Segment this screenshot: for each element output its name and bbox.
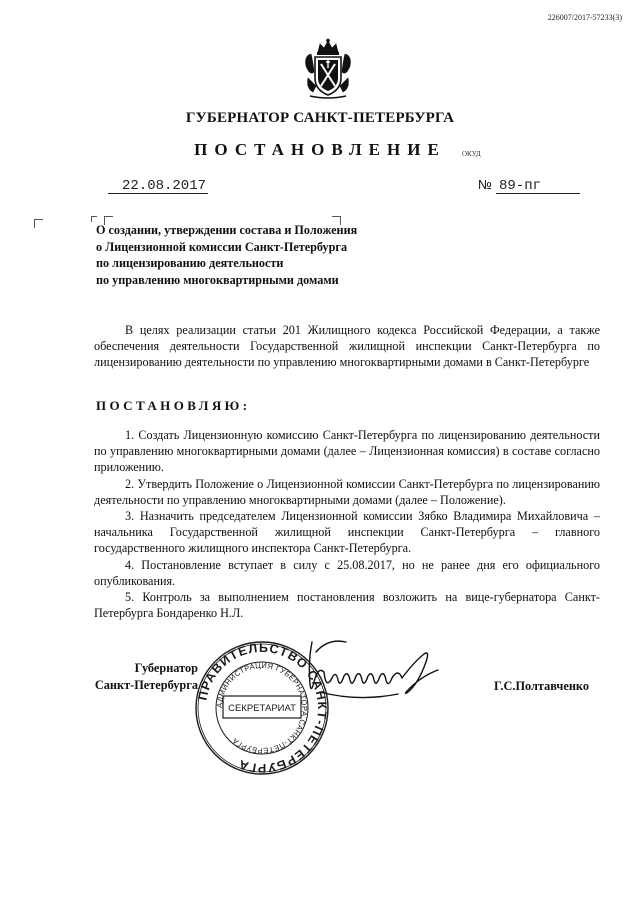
date-underline — [108, 193, 208, 194]
title-line: по лицензированию деятельности — [96, 256, 284, 270]
stamp-inner-text: АДМИНИСТРАЦИЯ ГУБЕРНАТОРА САНКТ-ПЕТЕРБУРГА — [214, 660, 310, 756]
title-line: О создании, утверждении состава и Положения — [96, 223, 358, 237]
title-line: по управлению многоквартирными домами — [96, 272, 339, 287]
issuer-heading: ГУБЕРНАТОР САНКТ-ПЕТЕРБУРГА — [185, 110, 455, 126]
handwritten-signature — [298, 632, 446, 714]
preamble-text: В целях реализации статьи 201 Жилищного кодекса Российской Федерации, а также обеспечения деятельности Государственной жилищной инспекции Санкт-Петербурга по лицензированию деятельности по управлению многоквартирными домами в Санкт-Петербурге — [94, 323, 600, 370]
resolves-heading: ПОСТАНОВЛЯЮ: — [96, 398, 251, 413]
okud-label: ОКУД — [462, 150, 481, 158]
signatory-position — [86, 660, 198, 694]
preamble — [94, 322, 600, 371]
resolution-item: 2. Утвердить Положение о Лицензионной комиссии Санкт-Петербурга по лицензированию деятельности по управлению многоквартирными домами (далее – Положение). — [94, 476, 600, 507]
number-underline — [496, 193, 580, 194]
resolution-item: 4. Постановление вступает в силу с 25.08.2017, но не ранее дня его официального опубликования. — [94, 557, 600, 588]
resolution-item: 5. Контроль за выполнением постановления возложить на вице-губернатора Санкт-Петербурга Бондаренко Н.Л. — [94, 590, 600, 621]
title-line: о Лицензионной комиссии Санкт-Петербурга — [96, 239, 348, 254]
registration-number: 226007/2017-57233(3) — [547, 13, 622, 22]
resolution-item: 3. Назначить председателем Лицензионной комиссии Зябко Владимира Михайловича – начальника Государственной жилищной инспекции Санкт-Петербурга – главного государственного жилищного инспектора Санкт-Петербурга. — [94, 509, 600, 556]
resolution-item: 1. Создать Лицензионную комиссию Санкт-Петербурга по лицензированию деятельности по управлению многоквартирными домами (далее – Лицензионная комиссия) в составе согласно приложению. — [94, 428, 600, 475]
signatory-name: Г.С.Полтавченко — [494, 679, 589, 693]
signatory-position-line: Губернатор — [134, 661, 198, 675]
document-type-heading: ПОСТАНОВЛЕНИЕ — [194, 140, 446, 159]
corner-mark-left — [34, 219, 43, 228]
document-title — [96, 222, 357, 288]
signatory-position-line: Санкт-Петербурга — [94, 678, 198, 692]
st-petersburg-coat-of-arms-icon — [302, 38, 354, 100]
document-number: 89-пг — [499, 178, 542, 194]
stamp-center-text: СЕКРЕТАРИАТ — [228, 703, 296, 714]
resolution-items — [94, 427, 600, 621]
number-sign: № — [478, 177, 492, 192]
stamp-outer-text: ПРАВИТЕЛЬСТВО САНКТ-ПЕТЕРБУРГА — [195, 640, 330, 776]
document-date: 22.08.2017 — [122, 178, 207, 194]
